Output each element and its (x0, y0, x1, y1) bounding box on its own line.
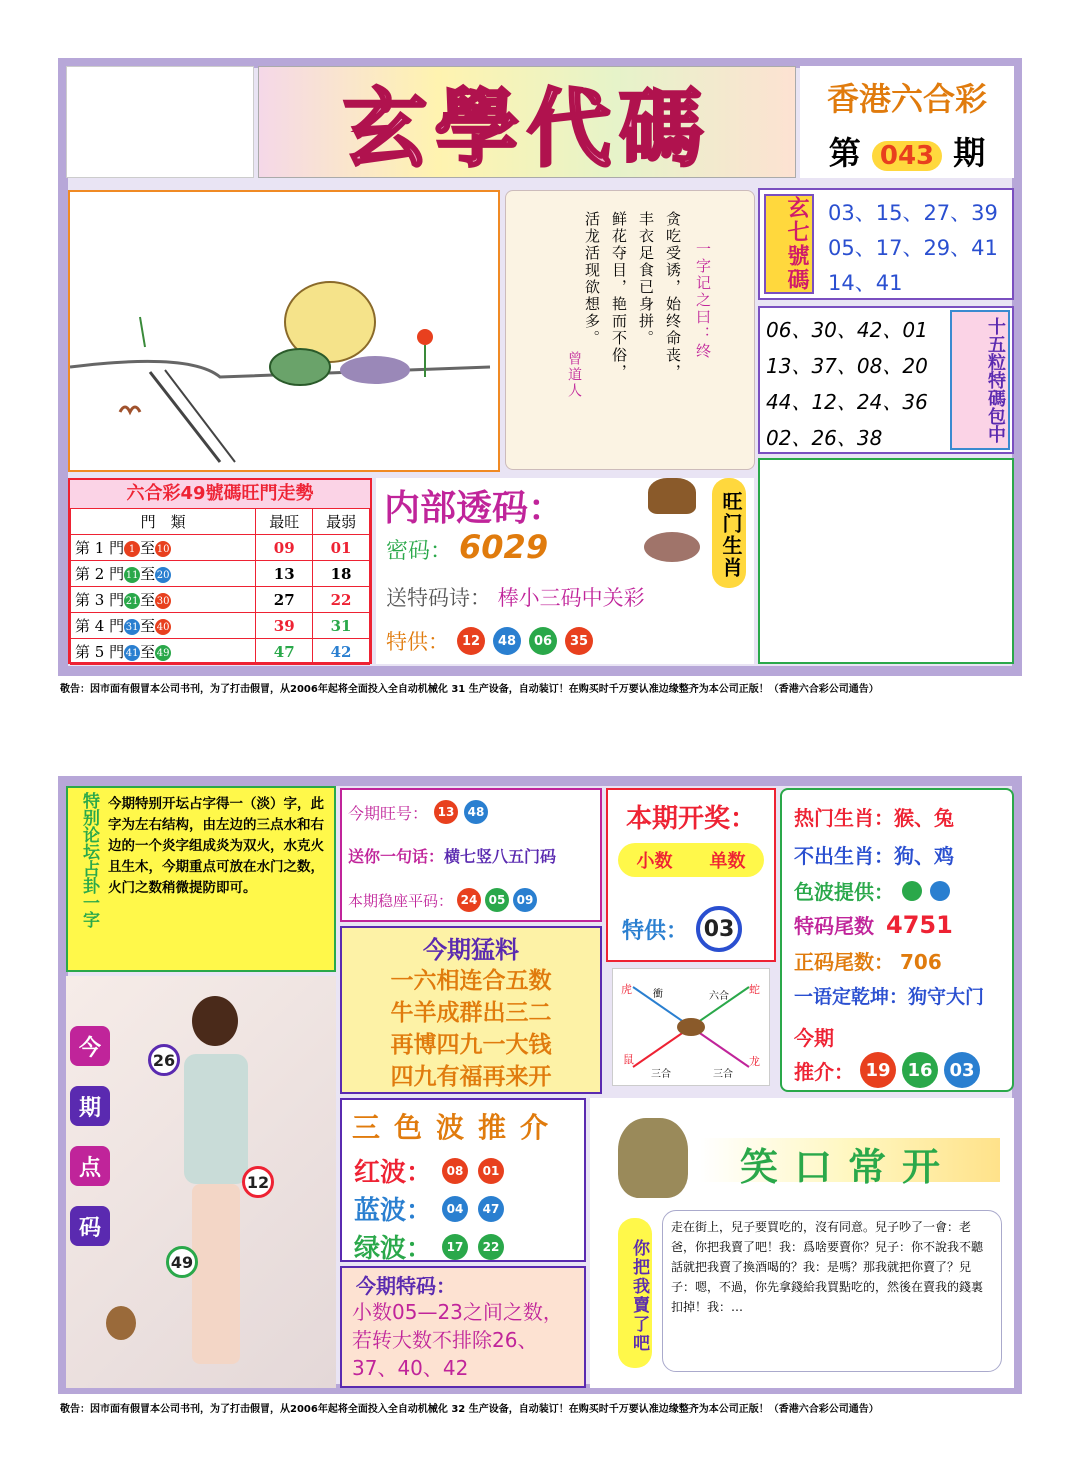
info-value: 4751 (886, 911, 953, 939)
brand-box (800, 66, 1014, 178)
gate-name: 第 2 門 (75, 565, 125, 583)
info-row (794, 982, 984, 1009)
gate-to-ball: 40 (155, 619, 171, 635)
gate-to: 至 (140, 643, 156, 661)
dian-char: 码 (70, 1206, 110, 1246)
ping-label: 本期稳座平码： (348, 891, 454, 910)
code7-line: 14、41 (828, 271, 903, 295)
table-row (71, 561, 370, 587)
hot-line: 牛羊成群出三二 (390, 1000, 552, 1026)
gate-cell (71, 587, 256, 613)
zodiac-label: 衝 (653, 989, 663, 1000)
gate-col-worst: 最弱 (313, 509, 370, 535)
draw-tags (618, 843, 764, 877)
hot-title: 今期猛料 (423, 936, 519, 964)
send-poem-value: 棒小三码中关彩 (497, 586, 645, 610)
tegong-ball: 48 (493, 627, 521, 655)
forum-box (66, 786, 336, 972)
poem-line: 丰衣足食已身拼。 (637, 211, 655, 347)
draw-tag: 小数 (636, 851, 673, 872)
zodiac-label: 鼠 (623, 1053, 634, 1066)
gate-cell (71, 613, 256, 639)
forum-text: 今期特别开坛占字得一（淡）字，此字为左右结构，由左边的三点水和右边的一个炎字组成炎为双火，水克火且生木，今期重点可放在水门之数，火门之数稍微提防即可。 (108, 796, 324, 896)
gate-cell (71, 561, 256, 587)
goat-icon (648, 478, 696, 514)
draw-tag: 单数 (709, 851, 746, 872)
poem-scroll (505, 190, 755, 470)
special15-label: 十五粒特碼包中 (950, 310, 1010, 450)
issue-value: 043 (872, 141, 942, 171)
zodiac-label: 龙 (749, 1055, 760, 1068)
bottom-footer-notice: 敬告：因市面有假冒本公司书刊，为了打击假冒，从2006年起将全面投入全自动机械化 32 生产设备，自动装订！在购买时千万要认准边缘整齐为本公司正版！（香港六合彩公司通告） (60, 1404, 879, 1415)
wave-label: 红波： (354, 1158, 433, 1188)
draw-special-ball: 03 (696, 906, 742, 952)
table-row (71, 613, 370, 639)
gate-from-ball: 41 (124, 645, 140, 661)
teama-title: 今期特码： (356, 1274, 456, 1298)
wave-ball: 17 (442, 1234, 468, 1260)
pwd-row (386, 528, 548, 566)
model-ball: 26 (148, 1044, 180, 1076)
info-label: 正码尾数： (794, 950, 894, 974)
gate-best: 39 (256, 613, 313, 639)
info-label: 特码尾数 (794, 914, 874, 938)
ping-ball: 05 (485, 888, 509, 912)
special15-line: 06、30、42、01 (766, 318, 928, 342)
info-value: 狗、鸡 (894, 844, 954, 868)
gate-worst: 01 (313, 535, 370, 561)
gate-to: 至 (140, 565, 156, 583)
hot-line: 一六相连合五数 (390, 968, 552, 994)
frog-drawing (70, 192, 498, 470)
wave-row (354, 1228, 504, 1265)
gate-to: 至 (140, 617, 156, 635)
recommend-ball: 19 (860, 1052, 896, 1088)
info-label: 热门生肖： (794, 806, 894, 830)
sentence-value: 横七竖八五门码 (444, 847, 557, 866)
gate-name: 第 1 門 (75, 539, 125, 557)
info-value: 706 (900, 950, 942, 974)
wang-ball: 48 (464, 800, 488, 824)
code7-list (828, 196, 998, 301)
info-box (780, 788, 1014, 1092)
code7-label: 玄七號碼 (764, 194, 814, 294)
brand-name: 香港六合彩 (826, 80, 987, 118)
special15-line: 13、37、08、20 (766, 354, 928, 378)
gate-best: 27 (256, 587, 313, 613)
gate-worst: 31 (313, 613, 370, 639)
tegong-row (386, 626, 593, 656)
info-label: 一语定乾坤： (794, 986, 909, 1008)
joke-box (590, 1098, 1014, 1388)
recommend-ball: 16 (902, 1052, 938, 1088)
joke-text: 走在街上，兒子要買吃的，沒有同意。兒子吵了一會：老爸，你把我賣了吧！我：爲啥要賣你？兒子：你不說我不聽話就把我賣了換酒喝的？我：是嗎？那我就把你賣了？兒子：嗯，不過，你先拿錢給我買點吃的，然後在賣我的錢裏扣掉！我：… (662, 1210, 1002, 1372)
gate-name: 第 3 門 (75, 591, 125, 609)
hot-line: 再博四九一大钱 (390, 1032, 552, 1058)
top-right-blank (758, 458, 1014, 664)
gate-from-ball: 21 (124, 593, 140, 609)
green-wave-dot (902, 881, 922, 901)
draw-box (606, 788, 776, 962)
info-label: 不出生肖： (794, 844, 894, 868)
top-footer-notice: 敬告：因市面有假冒本公司书刊，为了打击假冒，从2006年起将全面投入全自动机械化 31 生产设备，自动装订！在购买时千万要认准边缘整齐为本公司正版！（香港六合彩公司通告） (60, 684, 879, 695)
issue-number (800, 128, 1014, 174)
pwd-label: 密码： (386, 539, 453, 564)
info-row (794, 876, 950, 905)
teama-box (340, 1266, 586, 1388)
special15-line: 44、12、24、36 (766, 390, 928, 414)
poem-line: 活龙活现欲想多。 (583, 211, 601, 347)
issue-prefix: 第 (828, 134, 861, 172)
zodiac-label: 六合 (709, 991, 729, 1002)
gate-worst: 42 (313, 639, 370, 665)
info-row (794, 910, 953, 939)
wave-label: 蓝波： (354, 1196, 433, 1226)
code7-line: 03、15、27、39 (828, 201, 998, 225)
gate-table-header (71, 509, 370, 535)
issue-suffix: 期 (953, 134, 986, 172)
special15-box (758, 306, 1014, 454)
tegong-ball: 35 (565, 627, 593, 655)
gate-col-best: 最旺 (256, 509, 313, 535)
wave-box (340, 1098, 586, 1262)
title-banner (258, 66, 796, 178)
draw-title: 本期开奖： (625, 804, 756, 834)
poem-title: 一字记之曰：终 (694, 241, 712, 360)
recommend-row (794, 1052, 980, 1088)
table-row (71, 535, 370, 561)
gate-from-ball: 31 (124, 619, 140, 635)
hot-material-box (340, 926, 602, 1094)
model-panel (66, 976, 336, 1388)
zodiac-label: 蛇 (749, 983, 760, 996)
wave-label: 绿波： (354, 1234, 433, 1264)
poem-line: 贪吃受诱，始终命丧， (664, 211, 682, 381)
wave-ball: 08 (442, 1158, 468, 1184)
model-legs (192, 1184, 240, 1364)
gate-from-ball: 11 (124, 567, 140, 583)
code7-box (758, 188, 1014, 300)
table-row (71, 639, 370, 665)
info-row (794, 946, 942, 975)
info-row (794, 802, 954, 831)
info-row (794, 840, 954, 869)
dian-label-column (70, 1026, 110, 1260)
wave-ball: 47 (478, 1196, 504, 1222)
pig-icon (644, 532, 700, 562)
gate-col-type: 門 類 (71, 509, 256, 535)
joke-side-label: 你把我賣了吧 (618, 1218, 652, 1368)
hot-line: 四九有福再来开 (390, 1064, 552, 1090)
wang-label: 今期旺号： (348, 803, 429, 823)
wang-box (340, 788, 602, 922)
poem-body (582, 211, 684, 391)
monkey-icon (106, 1306, 136, 1340)
gate-best: 13 (256, 561, 313, 587)
dian-char: 期 (70, 1086, 110, 1126)
zodiac-label: 三合 (651, 1069, 671, 1080)
gate-to: 至 (140, 539, 156, 557)
info-label: 色波提供： (794, 880, 894, 904)
code7-line: 05、17、29、41 (828, 236, 998, 260)
ping-ball: 24 (457, 888, 481, 912)
page-title: 玄學代碼 (342, 78, 711, 178)
gate-from-ball: 1 (124, 541, 140, 557)
wang-row (348, 800, 488, 824)
model-ball: 12 (242, 1166, 274, 1198)
recommend-ball: 03 (944, 1052, 980, 1088)
gate-cell (71, 639, 256, 665)
gate-name: 第 4 門 (75, 617, 125, 635)
special15-list (766, 312, 928, 456)
wave-ball: 04 (442, 1196, 468, 1222)
inner-code-box (376, 478, 754, 664)
poem-author: 曾道人 (566, 351, 582, 399)
teama-text: 小数05—23之间之数，若转大数不排除26、37、40、42 (352, 1300, 563, 1380)
dian-char: 今 (70, 1026, 110, 1066)
draw-special-label: 特供： (622, 918, 689, 944)
gate-table-box (68, 478, 372, 664)
gate-to: 至 (140, 591, 156, 609)
gate-best: 09 (256, 535, 313, 561)
sentence-row (348, 844, 556, 867)
tegong-ball: 12 (457, 627, 485, 655)
pwd-value: 6029 (459, 528, 549, 566)
gate-table-title: 六合彩49號碼旺門走勢 (70, 480, 370, 508)
zodiac-label: 三合 (713, 1069, 733, 1080)
draw-special-row (622, 906, 742, 952)
wave-ball: 01 (478, 1158, 504, 1184)
zodiac-label: 虎 (621, 983, 632, 996)
gate-cell (71, 535, 256, 561)
wave-row (354, 1152, 504, 1189)
gate-name: 第 5 門 (75, 643, 125, 661)
wave-row (354, 1190, 504, 1227)
info-value: 狗守大门 (908, 986, 985, 1008)
zodiac-diagram (612, 968, 770, 1086)
wave-title: 三色波推介 (352, 1111, 563, 1144)
poem-line: 鲜花夺目，艳而不俗， (610, 211, 628, 381)
tegong-ball: 06 (529, 627, 557, 655)
table-row (71, 587, 370, 613)
send-poem-label: 送特码诗： (386, 586, 491, 610)
tegong-label: 特供： (386, 630, 449, 654)
recommend-label-1: 今期 (794, 1026, 834, 1050)
gate-worst: 18 (313, 561, 370, 587)
top-left-blank (66, 66, 254, 178)
gate-worst: 22 (313, 587, 370, 613)
forum-label: 特别论坛占卦一字 (79, 792, 99, 928)
joke-title: 笑口常开 (740, 1145, 957, 1189)
info-value: 猴、兔 (894, 806, 954, 830)
gate-table (70, 508, 370, 665)
gate-to-ball: 49 (155, 645, 171, 661)
inner-title: 内部透码： (384, 488, 565, 529)
blue-wave-dot (930, 881, 950, 901)
recommend-label-2: 推介： (794, 1059, 854, 1084)
zodiac-arrows (613, 969, 769, 1085)
money-bag-icon (618, 1118, 688, 1198)
wang-zodiac-label: 旺门生肖 (712, 478, 746, 588)
gate-to-ball: 10 (155, 541, 171, 557)
model-head (192, 996, 238, 1046)
gate-best: 47 (256, 639, 313, 665)
model-body (184, 1054, 248, 1184)
sentence-label: 送你一句话： (348, 847, 445, 866)
model-ball: 49 (166, 1246, 198, 1278)
wang-ball: 13 (434, 800, 458, 824)
gate-to-ball: 30 (155, 593, 171, 609)
dian-char: 点 (70, 1146, 110, 1186)
gate-to-ball: 20 (155, 567, 171, 583)
special15-line: 02、26、38 (766, 426, 883, 450)
frog-illustration (68, 190, 500, 472)
ping-ball: 09 (513, 888, 537, 912)
wave-ball: 22 (478, 1234, 504, 1260)
send-poem-row (386, 582, 645, 612)
ping-row (348, 888, 537, 912)
